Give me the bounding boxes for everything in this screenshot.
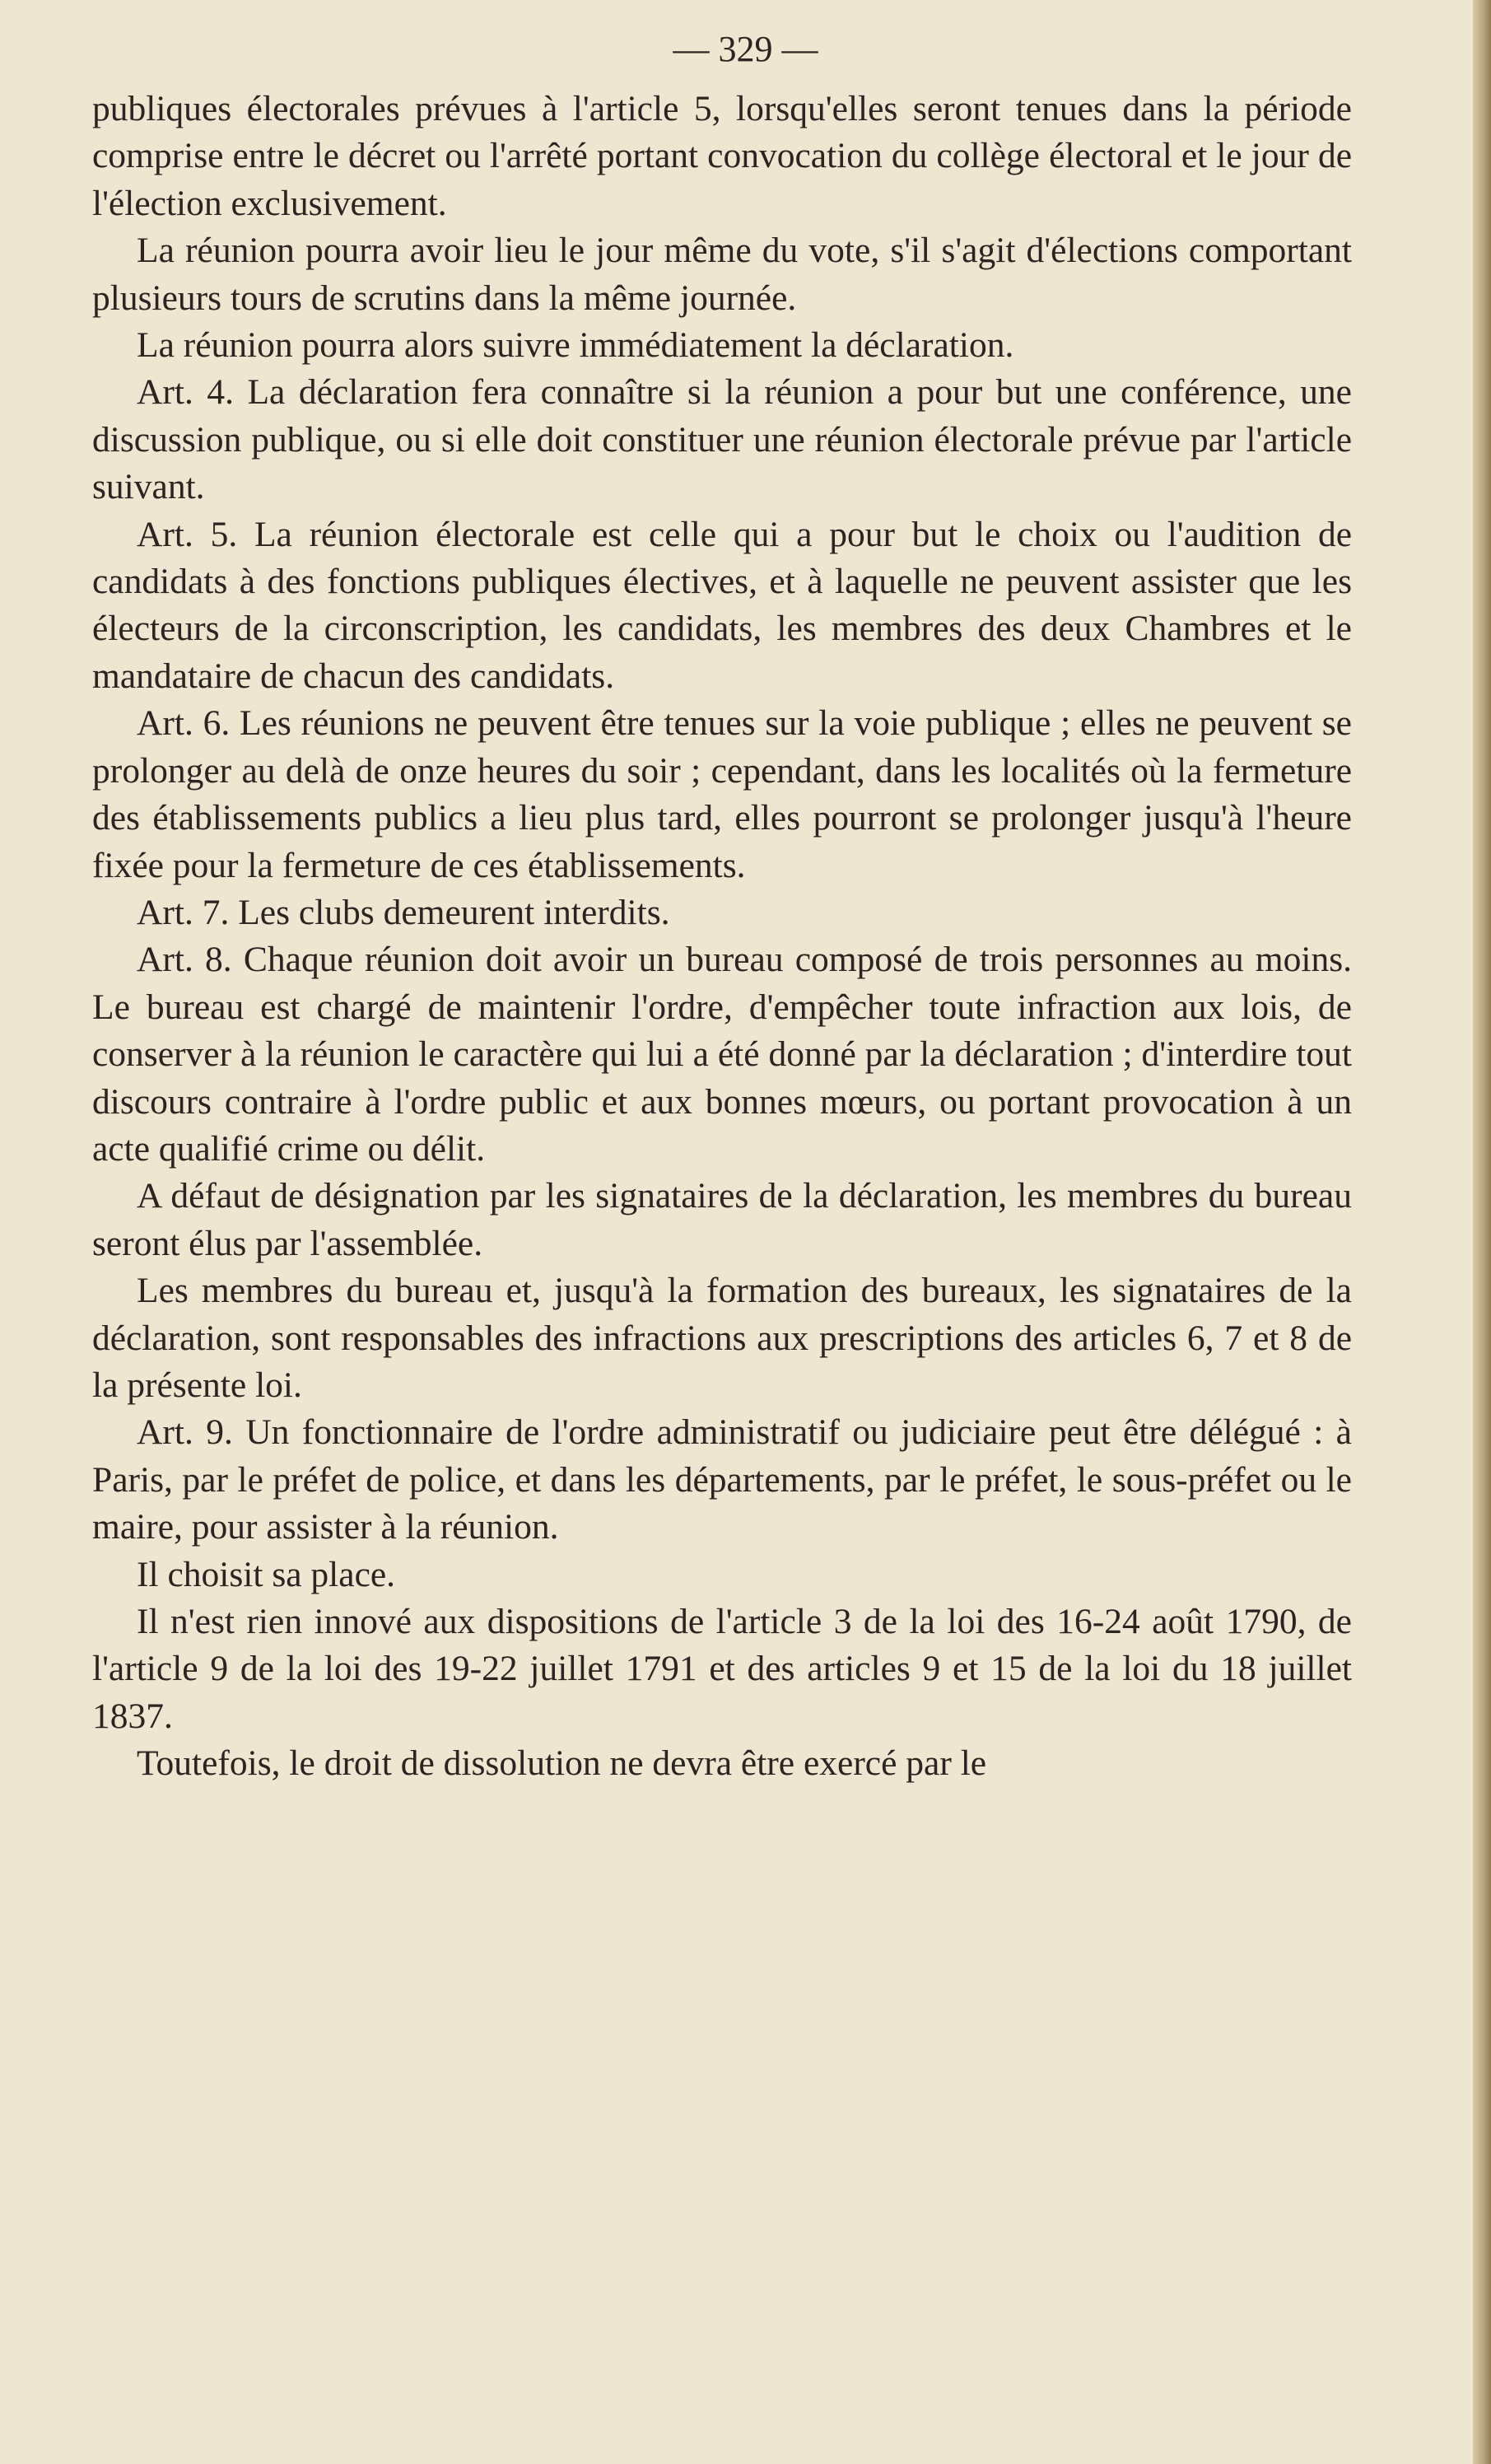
article-8-paragraph-2: A défaut de désignation par les signataires de la déclaration, les membres du bureau seront élus par l'assemblée. [92, 1176, 1352, 1263]
article-9-paragraph-2: Il choisit sa place. [137, 1554, 396, 1594]
paragraph-1: publiques électorales prévues à l'article 5, lorsqu'elles seront tenues dans la période comprise entre le décret ou l'arrêté portant convocation du collège électoral et le jour de l'élection exclusivement. [92, 89, 1352, 223]
article-8-paragraph-3: Les membres du bureau et, jusqu'à la formation des bureaux, les signataires de la déclaration, sont responsables des infractions aux prescriptions des articles 6, 7 et 8 de la présente loi. [92, 1271, 1352, 1405]
paragraph-3: La réunion pourra alors suivre immédiatement la déclaration. [137, 325, 1014, 366]
paragraph-2: La réunion pourra avoir lieu le jour même du vote, s'il s'agit d'élections comportant plusieurs tours de scrutins dans la même journée. [92, 231, 1352, 318]
body-text [92, 86, 1352, 1788]
page-number: — 329 — [673, 29, 818, 69]
article-5: Art. 5. La réunion électorale est celle qui a pour but le choix ou l'audition de candidats à des fonctions publiques électives, et à laquelle ne peuvent assister que les électeurs de la circonscription, les candidats, les membres des deux Chambres et le mandataire de chacun des candidats. [92, 514, 1352, 696]
page-edge [1473, 0, 1491, 2464]
article-6: Art. 6. Les réunions ne peuvent être tenues sur la voie publique ; elles ne peuvent se prolonger au delà de onze heures du soir ; cependant, dans les localités où la fermeture des établissements publics a lieu plus tard, elles pourront se prolonger jusqu'à l'heure fixée pour la fermeture de ces établissements. [92, 703, 1352, 885]
article-8: Art. 8. Chaque réunion doit avoir un bureau composé de trois personnes au moins. Le bureau est chargé de maintenir l'ordre, d'empêcher toute infraction aux lois, de conserver à la réunion le caractère qui lui a été donné par la déclaration ; d'interdire tout discours contraire à l'ordre public et aux bonnes mœurs, ou portant provocation à un acte qualifié crime ou délit. [92, 940, 1352, 1169]
article-9-paragraph-3: Il n'est rien innové aux dispositions de l'article 3 de la loi des 16-24 août 1790, de l'article 9 de la loi des 19-22 juillet 1791 et des articles 9 et 15 de la loi du 18 juillet 1837. [92, 1602, 1352, 1736]
article-4: Art. 4. La déclaration fera connaître si la réunion a pour but une conférence, une discussion publique, ou si elle doit constituer une réunion électorale prévue par l'article suivant. [92, 372, 1352, 507]
article-7: Art. 7. Les clubs demeurent interdits. [137, 892, 670, 932]
article-9: Art. 9. Un fonctionnaire de l'ordre administratif ou judiciaire peut être délégué : à Paris, par le préfet de police, et dans les départements, par le préfet, le sous-préfet ou le maire, pour assister à la réunion. [92, 1412, 1352, 1547]
article-9-paragraph-4: Toutefois, le droit de dissolution ne devra être exercé par le [137, 1743, 987, 1784]
